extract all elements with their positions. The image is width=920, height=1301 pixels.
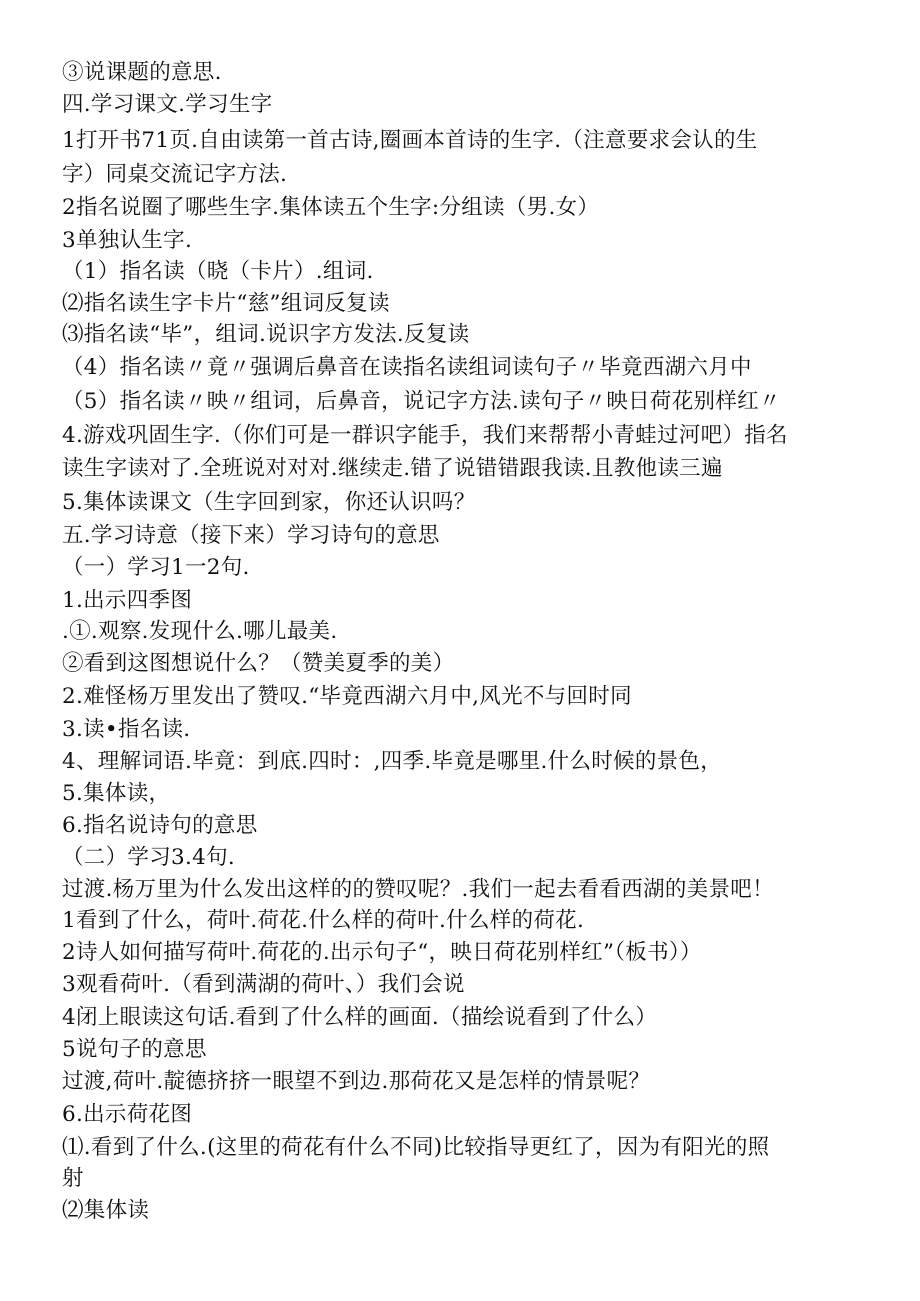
text-line: 过渡,荷叶.靛德挤挤一眼望不到边.那荷花又是怎样的情景呢？ — [62, 1069, 651, 1094]
section-heading: 四.学习课文.学习生字 — [62, 92, 273, 117]
text-line: 1.出示四季图 — [62, 588, 193, 613]
text-line: 过渡.杨万里为什么发出这样的的赞叹呢？.我们一起去看看西湖的美景吧！ — [62, 877, 774, 902]
subsection-heading: （二）学习3.4句. — [62, 845, 236, 870]
text-line: 5.集体读， — [62, 781, 171, 806]
text-line: 2诗人如何描写荷叶.荷花的.出示句子“，映日荷花别样红”（板书）） — [62, 940, 702, 965]
text-line: .①.观察.发现什么.哪儿最美. — [62, 619, 338, 644]
text-line: 射 — [62, 1166, 84, 1191]
text-line: 5.集体读课文（生字回到家，你还认识吗？ — [62, 490, 476, 515]
text-line: 字）同桌交流记字方法. — [62, 162, 288, 187]
text-line: ⑶指名读“毕”，组词.说识字方发法.反复读 — [62, 322, 470, 347]
text-line: 5说句子的意思 — [62, 1037, 207, 1062]
text-line: 1看到了什么，荷叶.荷花.什么样的荷叶.什么样的荷花. — [62, 908, 585, 933]
text-line: （1）指名读（晓（卡片）.组词. — [62, 259, 374, 284]
text-line: ②看到这图想说什么？（赞美夏季的美） — [62, 651, 455, 676]
text-line: 读生字读对了.全班说对对对.继续走.错了说错错跟我读.且教他读三遍 — [62, 456, 723, 481]
text-line: （5）指名读〃映〃组词，后鼻音，说记字方法.读句子〃映日荷花别样红〃 — [62, 389, 781, 414]
text-line: 3观看荷叶.（看到满湖的荷叶、）我们会说 — [62, 972, 465, 997]
text-line: 3单独认生字. — [62, 228, 193, 253]
text-line: 6.指名说诗句的意思 — [62, 813, 258, 838]
text-line: 2.难怪杨万里发出了赞叹.“毕竟西湖六月中,风光不与回时同 — [62, 684, 632, 709]
text-line: 4闭上眼读这句话.看到了什么样的画面.（描绘说看到了什么） — [62, 1005, 658, 1030]
text-line: ③说课题的意思. — [62, 60, 222, 85]
text-line: ⑵指名读生字卡片“慈”组词反复读 — [62, 291, 390, 316]
text-line: ⑴.看到了什么.(这里的荷花有什么不同)比较指导更红了，因为有阳光的照 — [62, 1135, 770, 1160]
text-line: 2指名说圈了哪些生字.集体读五个生字:分组读（男.女） — [62, 195, 600, 220]
subsection-heading: （一）学习1一2句. — [62, 555, 250, 580]
section-heading: 五.学习诗意（接下来）学习诗句的意思 — [62, 523, 440, 548]
text-line: ⑵集体读 — [62, 1198, 150, 1223]
text-line: 1打开书71页.自由读第一首古诗,圈画本首诗的生字.（注意要求会认的生 — [62, 128, 758, 153]
text-line: 3.读•指名读. — [62, 717, 191, 742]
text-line: 6.出示荷花图 — [62, 1102, 193, 1127]
text-line: （4）指名读〃竟〃强调后鼻音在读指名读组词读句子〃毕竟西湖六月中 — [62, 355, 752, 380]
text-line: 4.游戏巩固生字.（你们可是一群识字能手，我们来帮帮小青蛙过河吧）指名 — [62, 423, 788, 448]
text-line: 4、理解词语.毕竟：到底.四时：,四季.毕竟是哪里.什么时候的景色， — [62, 749, 723, 774]
